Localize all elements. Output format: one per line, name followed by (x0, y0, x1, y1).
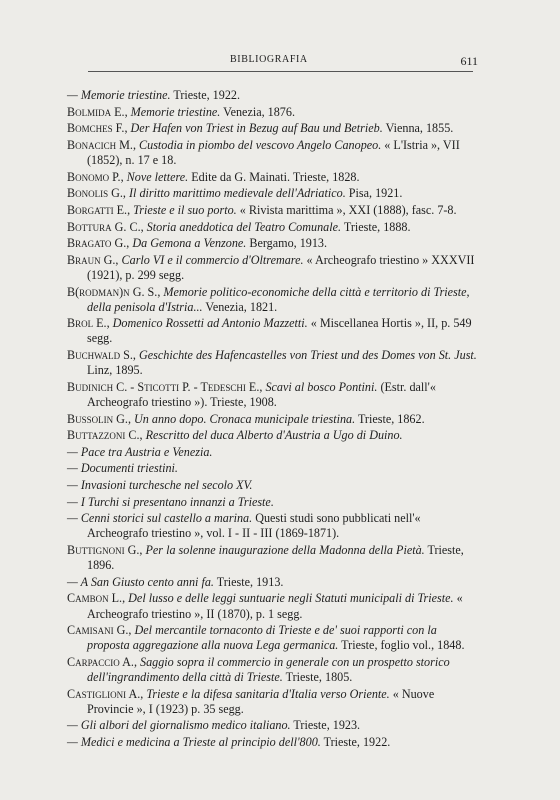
entry-publication: « Archeografo triestino », II (1870), p. 1 segg. (87, 591, 463, 621)
entry-title: Der Hafen von Triest in Bezug auf Bau und Betrieb. (127, 121, 383, 136)
entry-publication: Trieste, 1888. (341, 219, 411, 234)
entry-title: Trieste e il suo porto. (130, 202, 237, 217)
bibliography-entry (67, 316, 479, 346)
bibliography-entry (67, 735, 479, 750)
entry-title: Rescritto del duca Alberto d'Austria a Ugo di Duino. (142, 428, 403, 443)
bibliography-entry (67, 495, 479, 510)
bibliography-entry (67, 380, 479, 410)
entry-author: Brol E., (67, 316, 110, 331)
entry-title: — Invasioni turchesche nel secolo XV. (67, 478, 253, 493)
entry-title: — Gli albori del giornalismo medico italiano. (67, 718, 291, 733)
entry-author: Buttignoni G., (67, 543, 143, 558)
bibliography-entry (67, 186, 479, 201)
bibliography-entry (67, 543, 479, 573)
bibliography-entry (67, 236, 479, 251)
entry-title: Memorie politico-economiche della città e territorio di Trieste, della penisola d'Istria... (87, 284, 470, 314)
entry-publication: Bergamo, 1913. (246, 236, 328, 251)
entry-author: B(rodman)n G. S., (67, 284, 161, 299)
entry-title: Nove lettere. (123, 169, 189, 184)
entry-author: Borgatti E., (67, 202, 131, 217)
entry-title: — Pace tra Austria e Venezia. (67, 444, 213, 459)
entry-publication: Venezia, 1876. (220, 104, 295, 119)
running-title: BIBLIOGRAFIA (230, 54, 308, 65)
entry-publication: Vienna, 1855. (382, 121, 454, 136)
entry-title: Saggio sopra il commercio in generale con un prospetto storico dell'ingrandimento della città di Trieste. (87, 654, 450, 685)
entry-title: Il diritto marittimo medievale dell'Adriatico. (125, 186, 346, 201)
entry-title: Domenico Rossetti ad Antonio Mazzetti. (109, 316, 308, 331)
bibliography-entry (67, 138, 479, 168)
entry-author: Buttazzoni C., (67, 428, 143, 443)
entry-publication: Edite da G. Mainati. Trieste, 1828. (188, 169, 360, 184)
entry-author: Cambon L., (67, 591, 126, 606)
entry-title: Geschichte des Hafencastelles von Triest und des Domes von St. Just. (135, 348, 477, 363)
entry-publication: Trieste, foglio vol., 1848. (338, 638, 465, 653)
entry-title: Memorie triestine. (127, 104, 221, 119)
entry-author: Bragato G., (67, 236, 130, 251)
bibliography-entry (67, 121, 479, 136)
entry-author: Bolmida E., (67, 104, 128, 119)
entry-publication: Trieste, 1896. (87, 543, 464, 573)
entry-title: Del lusso e delle leggi suntuarie negli Statuti municipali di Trieste. (125, 591, 454, 606)
entry-title: Storia aneddotica del Teatro Comunale. (143, 219, 342, 234)
header-rule (88, 71, 473, 72)
entry-publication: Linz, 1895. (87, 363, 143, 378)
entry-title: — I Turchi si presentano innanzi a Trieste. (67, 494, 274, 509)
bibliography-entry (67, 687, 479, 717)
entry-publication: Trieste, 1805. (282, 670, 353, 685)
bibliography-entry (67, 203, 479, 218)
entry-author: Camisani G., (67, 623, 132, 638)
entry-title: — Cenni storici sul castello a marina. (67, 511, 253, 526)
entry-publication: « L'Istria », VII (1852), n. 17 e 18. (87, 137, 460, 168)
entry-author: Bonolis G., (67, 186, 126, 201)
entry-author: Bussolin G., (67, 411, 131, 426)
bibliography-entry (67, 412, 479, 427)
entry-title: Scavi al bosco Pontini. (262, 379, 378, 394)
entry-title: Del mercantile tornaconto di Trieste e de' suoi rapporti con la proposta aggregazione alla nuova Lega germanica. (87, 623, 437, 653)
bibliography-entry (67, 461, 479, 476)
entry-title: Da Gemona a Venzone. (129, 236, 247, 251)
bibliography-entry (67, 428, 479, 443)
entry-publication: Trieste, 1913. (213, 574, 284, 589)
entry-author: Buchwald S., (67, 348, 136, 363)
entry-author: Bonomo P., (67, 169, 124, 184)
entry-author: Castiglioni A., (67, 686, 144, 701)
entry-author: Bottura G. C., (67, 219, 144, 234)
bibliography-entry (67, 511, 479, 541)
bibliography-entry (67, 88, 479, 103)
entry-publication: « Rivista marittima », XXI (1888), fasc. 7-8. (236, 202, 457, 217)
entry-title: Un anno dopo. Cronaca municipale triestina. (130, 411, 356, 426)
bibliography-entry (67, 655, 479, 685)
bibliography-entry (67, 285, 479, 315)
entry-author: Bomches F., (67, 121, 128, 136)
bibliography-entry (67, 718, 479, 733)
entry-title: Custodia in piombo del vescovo Angelo Canopeo. (136, 137, 382, 152)
bibliography-entry (67, 591, 479, 621)
bibliography-entry (67, 623, 479, 653)
entry-title: — Medici e medicina a Trieste al principio dell'800. (67, 735, 321, 750)
bibliography-entry (67, 445, 479, 460)
entry-publication: Trieste, 1922. (170, 88, 240, 102)
entry-title: Trieste e la difesa sanitaria d'Italia verso Oriente. (143, 686, 390, 701)
entry-publication: « Miscellanea Hortis », II, p. 549 segg. (87, 316, 472, 346)
entry-publication: « Nuove Provincie », I (1923) p. 35 segg. (87, 686, 435, 716)
entry-title: — Memorie triestine. (67, 88, 171, 102)
entry-title: Per la solenne inaugurazione della Madonna della Pietà. (142, 543, 425, 558)
entry-title: — Documenti triestini. (67, 461, 178, 476)
entry-publication: Trieste, 1862. (355, 411, 425, 426)
bibliography-entry (67, 348, 479, 378)
entry-author: Bonacich M., (67, 137, 136, 152)
bibliography-entry (67, 105, 479, 120)
entry-title: Carlo VI e il commercio d'Oltremare. (118, 252, 304, 267)
entry-publication: Trieste, 1922. (320, 735, 391, 750)
entry-publication: Venezia, 1821. (202, 299, 278, 314)
bibliography-entry (67, 253, 479, 283)
entry-publication: « Archeografo triestino » XXXVII (1921), p. 299 segg. (87, 252, 475, 282)
bibliography-entry (67, 478, 479, 493)
entry-author: Braun G., (67, 252, 119, 267)
bibliography-entry (67, 220, 479, 235)
entry-author: Budinich C. - Sticotti P. - Tedeschi E., (67, 379, 263, 394)
entry-title: — A San Giusto cento anni fa. (67, 574, 214, 589)
bibliography-entry (67, 575, 479, 590)
bibliography-entry (67, 170, 479, 185)
bibliography-list (67, 88, 479, 752)
entry-publication: Pisa, 1921. (345, 186, 403, 201)
entry-author: Carpaccio A., (67, 654, 137, 669)
entry-publication: (Estr. dall'« Archeografo triestino »). Trieste, 1908. (87, 379, 436, 409)
entry-publication: Questi studi sono pubblicati nell'« Archeografo triestino », vol. I - II - III (1869-1871). (87, 511, 421, 541)
entry-publication: Trieste, 1923. (290, 718, 361, 733)
page-number: 611 (460, 54, 478, 68)
